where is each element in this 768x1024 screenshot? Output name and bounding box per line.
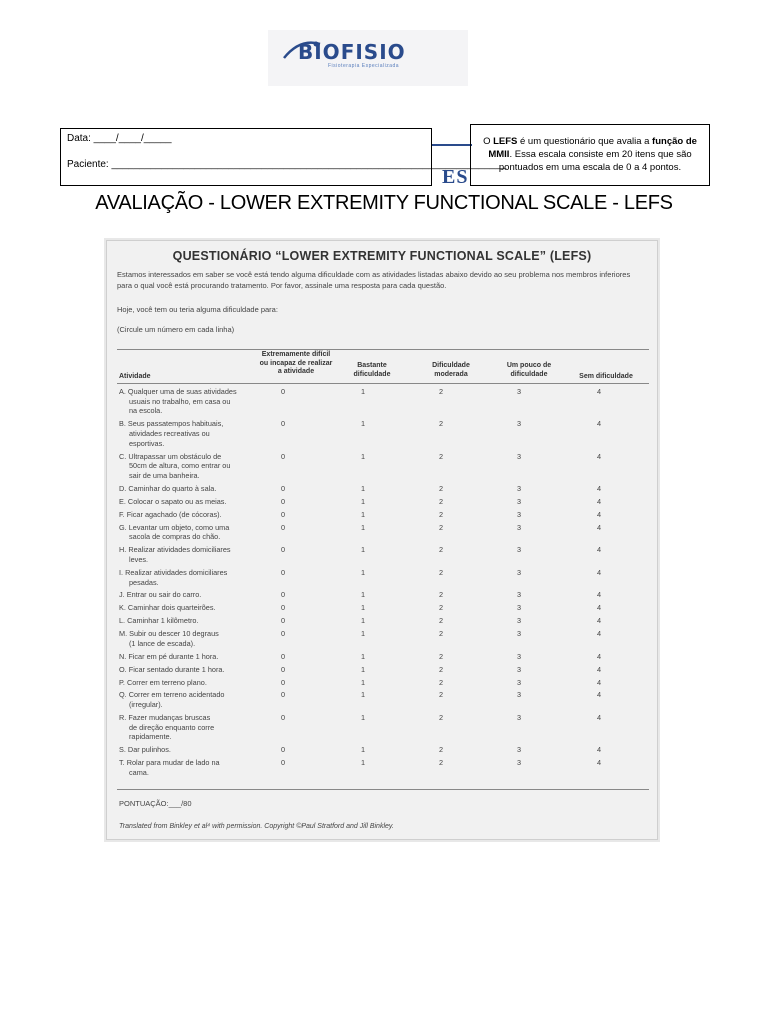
item-label [119,758,259,777]
score-option-4[interactable]: 4 [596,713,602,722]
score-option-0[interactable]: 0 [280,664,286,674]
item-label [119,590,259,600]
item-text: K. Caminhar dois quarteirões. [119,603,216,613]
score-option-1[interactable]: 1 [360,603,366,613]
score-option-0[interactable]: 0 [280,677,286,687]
item-text-continued: (irregular). [129,700,163,710]
item-text: L. Caminhar 1 kilômetro. [119,616,199,626]
score-option-1[interactable]: 1 [360,590,366,600]
score-option-1[interactable]: 1 [360,545,366,555]
score-option-0[interactable]: 0 [280,419,286,429]
score-option-4[interactable]: 4 [596,758,602,768]
score-option-4[interactable]: 4 [596,496,602,506]
score-option-4[interactable]: 4 [596,483,602,493]
score-option-0[interactable]: 0 [280,387,286,396]
info-text-3: . Essa escala consiste em 20 itens que são pontuados em uma escala de 0 a 4 pontos. [498,149,692,173]
score-option-1[interactable]: 1 [360,690,366,700]
score-option-2[interactable]: 2 [438,745,444,755]
page-title: AVALIAÇÃO - LOWER EXTREMITY FUNCTIONAL SCALE - LEFS [95,192,673,214]
score-option-1[interactable]: 1 [360,451,366,461]
score-option-4[interactable]: 4 [596,664,602,674]
item-text: H. Realizar atividades domiciliares [119,545,231,555]
item-text: R. Fazer mudanças bruscas [119,713,211,722]
info-function: função de MMII [488,136,697,160]
item-text: T. Rolar para mudar de lado na [119,758,220,768]
score-option-2[interactable]: 2 [438,664,444,674]
score-option-3[interactable]: 3 [516,745,522,755]
score-option-2[interactable]: 2 [438,419,444,429]
item-label [119,510,259,520]
item-text: A. Qualquer uma de suas atividades [119,387,237,396]
score-option-3[interactable]: 3 [516,567,522,577]
score-option-2[interactable]: 2 [438,651,444,661]
score-option-1[interactable]: 1 [360,567,366,577]
score-option-2[interactable]: 2 [438,483,444,493]
intro-text: Estamos interessados em saber se você está tendo alguma dificuldade com as atividades listadas abaixo devido ao seu problema nos membros inferiores para o qual você está procurando tratamento. Por favor, assinale uma resposta para cada questão. [117,270,631,290]
score-option-3[interactable]: 3 [516,616,522,626]
item-text: C. Ultrapassar um obstáculo de [119,451,222,461]
item-text-continued: usuais no trabalho, em casa ou [129,396,231,406]
info-text-2: é um questionário que avalia a [517,136,653,147]
score-option-0[interactable]: 0 [280,545,286,555]
score-option-1[interactable]: 1 [360,483,366,493]
questionnaire-title: QUESTIONÁRIO “LOWER EXTREMITY FUNCTIONAL SCALE” (LEFS) [172,249,592,263]
score-option-2[interactable]: 2 [438,603,444,613]
score-option-2[interactable]: 2 [438,496,444,506]
score-option-4[interactable]: 4 [596,590,602,600]
score-option-3[interactable]: 3 [516,690,522,700]
patient-field[interactable] [67,159,506,170]
item-label [119,484,259,494]
score-option-0[interactable]: 0 [280,603,286,613]
col-header-1: Bastante dificuldade [353,362,391,378]
col-header-2: Dificuldade moderada [432,362,470,378]
item-label [119,616,259,626]
item-text: J. Entrar ou sair do carro. [119,590,202,600]
item-label [119,713,259,742]
score-option-1[interactable]: 1 [360,651,366,661]
table-bottom-rule [117,789,649,790]
item-label [119,652,259,662]
item-label [119,387,259,416]
score-option-1[interactable]: 1 [360,629,366,639]
item-text-continued: rapidamente. [129,732,172,742]
score-option-0[interactable]: 0 [280,496,286,506]
score-option-3[interactable]: 3 [516,419,522,429]
copyright-credit: Translated from Binkley et al⁴ with permission. Copyright ©Paul Stratford and Jill Binkley. [119,823,394,830]
item-label [119,419,259,448]
score-option-4[interactable]: 4 [596,451,602,461]
score-option-0[interactable]: 0 [280,483,286,493]
info-text-1: O [483,136,494,147]
item-text: E. Colocar o sapato ou as meias. [119,496,227,506]
item-label [119,745,259,755]
score-option-0[interactable]: 0 [280,522,286,532]
item-text-continued: 50cm de altura, como entrar ou [129,461,231,471]
score-option-2[interactable]: 2 [438,545,444,555]
score-option-4[interactable]: 4 [596,690,602,700]
score-option-0[interactable]: 0 [280,651,286,661]
score-option-2[interactable]: 2 [438,677,444,687]
item-text-continued: sair de uma banheira. [129,471,200,480]
score-option-2[interactable]: 2 [438,616,444,626]
table-top-rule [117,349,649,350]
score-option-0[interactable]: 0 [280,629,286,639]
score-option-3[interactable]: 3 [516,713,522,722]
item-text: D. Caminhar do quarto à sala. [119,483,217,493]
score-field: PONTUAÇÃO:___/80 [119,799,192,808]
score-option-2[interactable]: 2 [438,567,444,577]
score-option-1[interactable]: 1 [360,758,366,768]
item-text: Q. Correr em terreno acidentado [119,690,225,700]
score-option-3[interactable]: 3 [516,509,522,519]
score-option-1[interactable]: 1 [360,509,366,519]
score-option-1[interactable]: 1 [360,677,366,687]
score-option-0[interactable]: 0 [280,758,286,768]
score-option-3[interactable]: 3 [516,545,522,555]
item-text-continued: esportivas. [129,438,165,448]
score-option-3[interactable]: 3 [516,758,522,768]
item-label [119,452,259,481]
item-label [119,665,259,675]
score-option-2[interactable]: 2 [438,387,444,396]
score-option-3[interactable]: 3 [516,496,522,506]
date-value: : ____/____/_____ [88,133,172,144]
score-option-4[interactable]: 4 [596,616,602,626]
score-option-1[interactable]: 1 [360,496,366,506]
score-option-0[interactable]: 0 [280,567,286,577]
score-option-0[interactable]: 0 [280,451,286,461]
info-lefs: LEFS [493,136,518,147]
questionnaire-panel [106,240,658,840]
item-label [119,568,259,587]
item-label [119,629,259,648]
item-text-continued: atividades recreativas ou [129,429,210,438]
item-label [119,497,259,507]
col-header-activity: Atividade [119,373,151,380]
col-header-4: Sem dificuldade [579,373,633,380]
score-option-1[interactable]: 1 [360,713,366,722]
question-text: Hoje, você tem ou teria alguma dificuldade para: [117,305,278,314]
score-option-1[interactable]: 1 [360,419,366,429]
score-option-2[interactable]: 2 [438,713,444,722]
item-text: M. Subir ou descer 10 degraus [119,629,219,639]
item-text: B. Seus passatempos habituais, [119,419,224,429]
score-option-0[interactable]: 0 [280,745,286,755]
score-option-3[interactable]: 3 [516,522,522,532]
col-header-0: Extremamente difícil ou incapaz de realizar a atividade [259,351,333,375]
item-text: F. Ficar agachado (de cócoras). [119,509,222,519]
score-option-4[interactable]: 4 [596,387,602,396]
score-option-2[interactable]: 2 [438,690,444,700]
logo-wordmark: BIOFISIO [298,40,406,64]
score-option-4[interactable]: 4 [596,419,602,429]
item-label [119,603,259,613]
item-label [119,523,259,542]
item-text-continued: na escola. [129,406,163,416]
score-option-4[interactable]: 4 [596,567,602,577]
date-field[interactable] [67,133,172,144]
score-option-3[interactable]: 3 [516,677,522,687]
score-option-2[interactable]: 2 [438,522,444,532]
score-option-3[interactable]: 3 [516,590,522,600]
score-option-0[interactable]: 0 [280,590,286,600]
score-option-2[interactable]: 2 [438,451,444,461]
blue-divider [432,144,472,146]
score-option-3[interactable]: 3 [516,387,522,396]
score-option-2[interactable]: 2 [438,758,444,768]
score-option-3[interactable]: 3 [516,603,522,613]
logo-tagline: Fisioterapia Especializada [328,63,400,69]
item-text-continued: de direção enquanto corre [129,722,215,732]
score-option-4[interactable]: 4 [596,745,602,755]
score-option-4[interactable]: 4 [596,545,602,555]
item-text: P. Correr em terreno plano. [119,677,207,687]
item-text-continued: leves. [129,554,149,564]
score-option-3[interactable]: 3 [516,451,522,461]
score-option-3[interactable]: 3 [516,483,522,493]
score-option-2[interactable]: 2 [438,590,444,600]
item-label [119,678,259,688]
score-option-4[interactable]: 4 [596,677,602,687]
score-option-1[interactable]: 1 [360,664,366,674]
patient-value: : _______________________________________________________________________ [105,159,507,170]
score-option-1[interactable]: 1 [360,616,366,626]
date-label: Data [67,133,89,144]
item-text: S. Dar pulinhos. [119,745,171,755]
score-option-0[interactable]: 0 [280,690,286,700]
score-option-2[interactable]: 2 [438,509,444,519]
item-text-continued: (1 lance de escada). [129,638,196,648]
item-label [119,690,259,709]
score-option-4[interactable]: 4 [596,522,602,532]
item-text-continued: cama. [129,767,149,777]
score-option-1[interactable]: 1 [360,745,366,755]
score-option-4[interactable]: 4 [596,603,602,613]
score-option-4[interactable]: 4 [596,509,602,519]
header-fragment: ES [442,166,469,188]
col-header-3: Um pouco de dificuldade [506,362,552,378]
score-option-0[interactable]: 0 [280,509,286,519]
item-text-continued: pesadas. [129,577,159,587]
score-option-3[interactable]: 3 [516,664,522,674]
item-text: N. Ficar em pé durante 1 hora. [119,651,219,661]
score-option-3[interactable]: 3 [516,629,522,639]
score-option-3[interactable]: 3 [516,651,522,661]
item-text: O. Ficar sentado durante 1 hora. [119,664,225,674]
score-option-4[interactable]: 4 [596,651,602,661]
item-text-continued: sacola de compras do chão. [129,532,221,542]
score-option-2[interactable]: 2 [438,629,444,639]
score-option-0[interactable]: 0 [280,713,286,722]
table-header-rule [117,383,649,384]
item-text: G. Levantar um objeto, como uma [119,522,230,532]
score-option-4[interactable]: 4 [596,629,602,639]
item-text: I. Realizar atividades domiciliares [119,567,228,577]
score-option-0[interactable]: 0 [280,616,286,626]
score-option-1[interactable]: 1 [360,522,366,532]
item-label [119,545,259,564]
lefs-info-box [470,124,710,186]
patient-label: Paciente [67,159,106,170]
biofisio-logo [268,30,468,86]
instruction-text: (Circule um número em cada linha) [117,325,235,334]
score-option-1[interactable]: 1 [360,387,366,396]
